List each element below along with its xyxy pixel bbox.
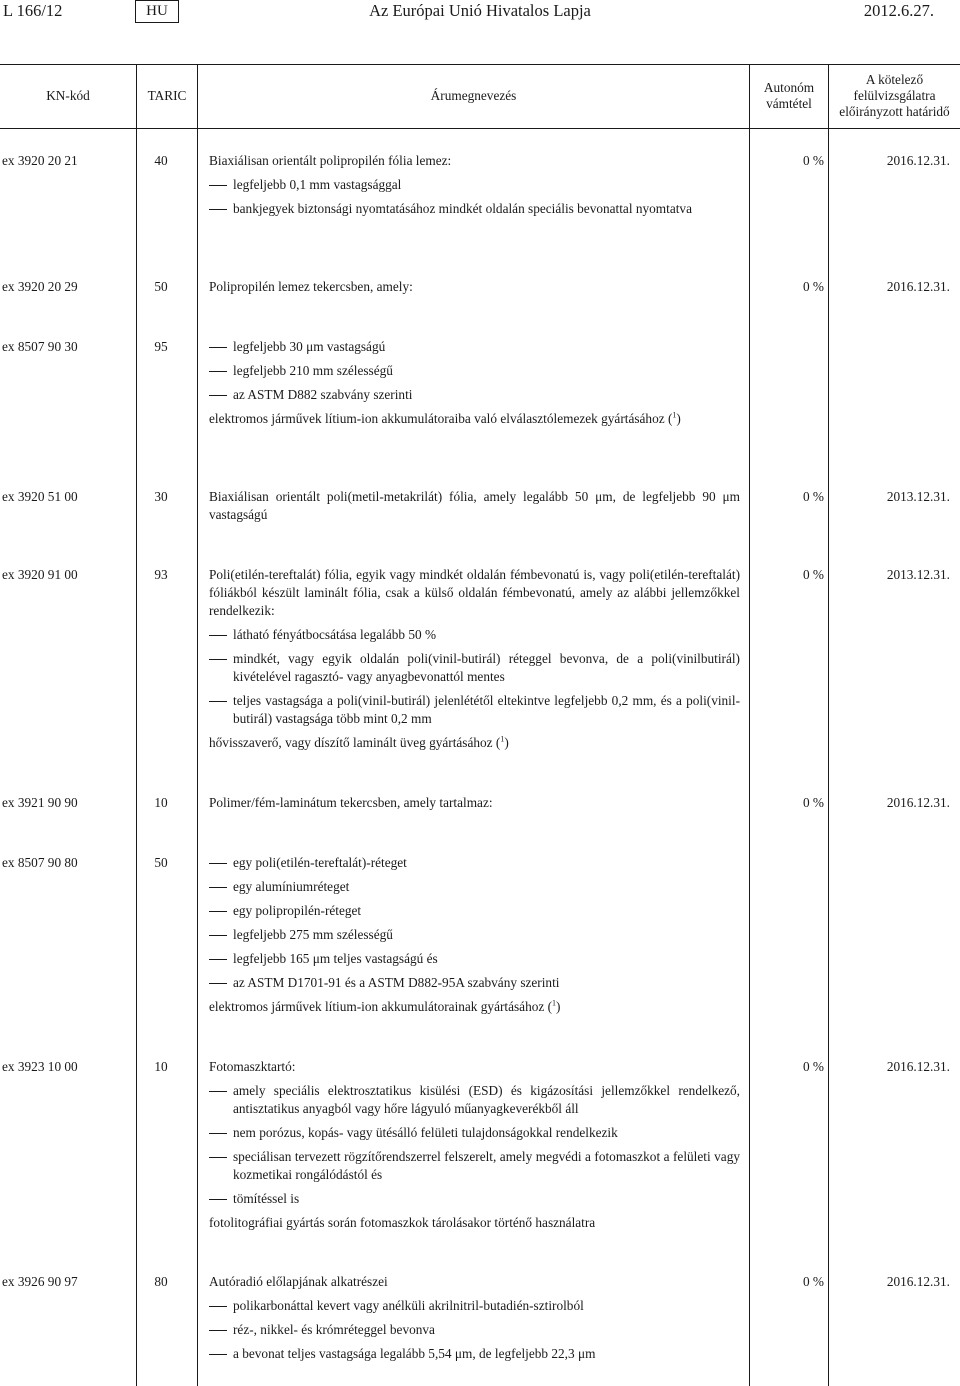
description-dash-item: a bevonat teljes vastagsága legalább 5,54 μm, de legfeljebb 22,3 μm [209, 1345, 740, 1363]
kn-code: ex 8507 90 80 [2, 855, 78, 870]
description-lead: Fotomaszktartó: [209, 1059, 296, 1074]
column-header-kn-code: KN-kód [46, 88, 90, 103]
autonomous-rate: 0 % [802, 567, 824, 582]
description-lead: Autóradió előlapjának alkatrészei [209, 1274, 388, 1289]
taric-code: 80 [154, 1274, 168, 1289]
taric-code: 30 [154, 489, 168, 504]
taric-code: 40 [154, 153, 168, 168]
taric-code: 93 [154, 567, 168, 582]
taric-code: 10 [154, 1059, 168, 1074]
description-purpose: elektromos járművek lítium-ion akkumulátoraiba való elválasztólemezek gyártásához ($^1$) [209, 410, 681, 426]
taric-code: 95 [154, 339, 168, 354]
kn-code: ex 3920 51 00 [2, 489, 78, 504]
product-description [209, 278, 740, 302]
autonomous-rate: 0 % [802, 489, 824, 504]
kn-code: ex 3923 10 00 [2, 1059, 78, 1074]
description-dash-item: egy poli(etilén-tereftalát)-réteget [209, 854, 740, 872]
description-lead: Polipropilén lemez tekercsben, amely: [209, 279, 413, 294]
review-date: 2013.12.31. [886, 567, 950, 582]
product-description [209, 338, 740, 434]
description-dash-item: bankjegyek biztonsági nyomtatásához mindkét oldalán speciális bevonattal nyomtatva [209, 200, 740, 218]
description-dash-item: teljes vastagsága a poli(vinil-butirál) jelenlététől eltekintve legfeljebb 0,2 mm, és a poli(vinil-butirál) vastagsága több mint 0,2 mm [209, 692, 740, 728]
table-header-rule [0, 128, 960, 129]
review-date: 2016.12.31. [886, 279, 950, 294]
page-reference: L 166/12 [3, 1, 63, 20]
product-description [209, 488, 740, 530]
footnote-reference: 1 [672, 410, 677, 420]
product-description [209, 1058, 740, 1238]
kn-code: ex 3920 91 00 [2, 567, 78, 582]
column-header-taric: TARIC [147, 88, 187, 103]
product-description [209, 152, 740, 224]
publication-date: 2012.6.27. [863, 1, 934, 20]
description-lead: Poli(etilén-tereftalát) fólia, egyik vagy mindkét oldalán fémbevonatú is, vagy poli(etilén-tereftalát) fóliákból készült laminált fólia, csak a külső oldalán fémbevonatú, amely az alábbi jellemzőkkel rendelkezik: [209, 567, 740, 618]
taric-code: 10 [154, 795, 168, 810]
autonomous-rate: 0 % [802, 279, 824, 294]
description-dash-item: legfeljebb 210 mm szélességű [209, 362, 740, 380]
autonomous-rate: 0 % [802, 1059, 824, 1074]
description-lead: Biaxiálisan orientált poli(metil-metakrilát) fólia, amely legalább 50 μm, de legfeljebb 90 μm vastagságú [209, 489, 740, 522]
description-dash-item: réz-, nikkel- és krómréteggel bevonva [209, 1321, 740, 1339]
description-dash-item: az ASTM D1701-91 és a ASTM D882-95A szabvány szerinti [209, 974, 740, 992]
column-divider [197, 64, 198, 1386]
review-date: 2013.12.31. [886, 489, 950, 504]
kn-code: ex 3921 90 90 [2, 795, 78, 810]
description-dash-item: nem porózus, kopás- vagy ütésálló felületi tulajdonságokkal rendelkezik [209, 1124, 740, 1142]
description-dash-item: látható fényátbocsátása legalább 50 % [209, 626, 740, 644]
product-description [209, 854, 740, 1022]
description-lead: Biaxiálisan orientált polipropilén fólia lemez: [209, 153, 452, 168]
review-date: 2016.12.31. [886, 795, 950, 810]
review-date: 2016.12.31. [886, 1059, 950, 1074]
journal-title: Az Európai Unió Hivatalos Lapja [369, 1, 591, 20]
language-code-box: HU [135, 0, 179, 23]
kn-code: ex 3926 90 97 [2, 1274, 78, 1289]
footnote-reference: 1 [552, 998, 557, 1008]
taric-code: 50 [154, 279, 168, 294]
description-dash-item: legfeljebb 0,1 mm vastagsággal [209, 176, 740, 194]
autonomous-rate: 0 % [802, 1274, 824, 1289]
description-dash-item: egy polipropilén-réteget [209, 902, 740, 920]
description-dash-item: legfeljebb 165 μm teljes vastagságú és [209, 950, 740, 968]
kn-code: ex 3920 20 21 [2, 153, 78, 168]
description-purpose: elektromos járművek lítium-ion akkumulátorainak gyártásához ($^1$) [209, 998, 561, 1014]
kn-code: ex 8507 90 30 [2, 339, 78, 354]
description-lead: Polimer/fém-laminátum tekercsben, amely tartalmaz: [209, 795, 493, 810]
description-purpose: fotolitográfiai gyártás során fotomaszkok tárolásakor történő használatra [209, 1215, 596, 1230]
review-date: 2016.12.31. [886, 1274, 950, 1289]
description-dash-item: legfeljebb 275 mm szélességű [209, 926, 740, 944]
description-dash-item: egy alumíniumréteget [209, 878, 740, 896]
footnote-reference: 1 [500, 734, 505, 744]
description-dash-item: tömítéssel is [209, 1190, 740, 1208]
product-description [209, 1273, 740, 1369]
autonomous-rate: 0 % [802, 795, 824, 810]
description-dash-item: az ASTM D882 szabvány szerinti [209, 386, 740, 404]
description-dash-item: polikarbonáttal kevert vagy anélküli akrilnitril-butadién-sztirolból [209, 1297, 740, 1315]
column-divider [136, 64, 137, 1386]
product-description [209, 794, 740, 818]
description-dash-item: speciálisan tervezett rögzítőrendszerrel felszerelt, amely megvédi a fotomaszkot a felületi vagy kozmetikai rongálódástól és [209, 1148, 740, 1184]
autonomous-rate: 0 % [802, 153, 824, 168]
description-purpose: hővisszaverő, vagy díszítő laminált üveg gyártásához ($^1$) [209, 734, 509, 750]
description-dash-item: mindkét, vagy egyik oldalán poli(vinil-butirál) réteggel bevonva, de a poli(vinilbutirál) kivételével ragasztó- vagy anyagbevonattól mentes [209, 650, 740, 686]
review-date: 2016.12.31. [886, 153, 950, 168]
taric-code: 50 [154, 855, 168, 870]
column-divider [828, 64, 829, 1386]
page-header [0, 0, 960, 32]
column-header-description: Árumegnevezés [430, 88, 517, 103]
product-description [209, 566, 740, 758]
column-header-autonomous-rate: Autonóm vámtétel [763, 80, 815, 111]
description-dash-item: legfeljebb 30 μm vastagságú [209, 338, 740, 356]
description-dash-item: amely speciális elektrosztatikus kisülési (ESD) és kigázosítási jellemzőkkel rendelkező, antisztatikus anyagból vagy hőre lágyuló műanyagkeverékből áll [209, 1082, 740, 1118]
column-header-review-date: A kötelező felülvizsgálatra előirányzott határidő [839, 72, 950, 119]
kn-code: ex 3920 20 29 [2, 279, 78, 294]
column-divider [749, 64, 750, 1386]
